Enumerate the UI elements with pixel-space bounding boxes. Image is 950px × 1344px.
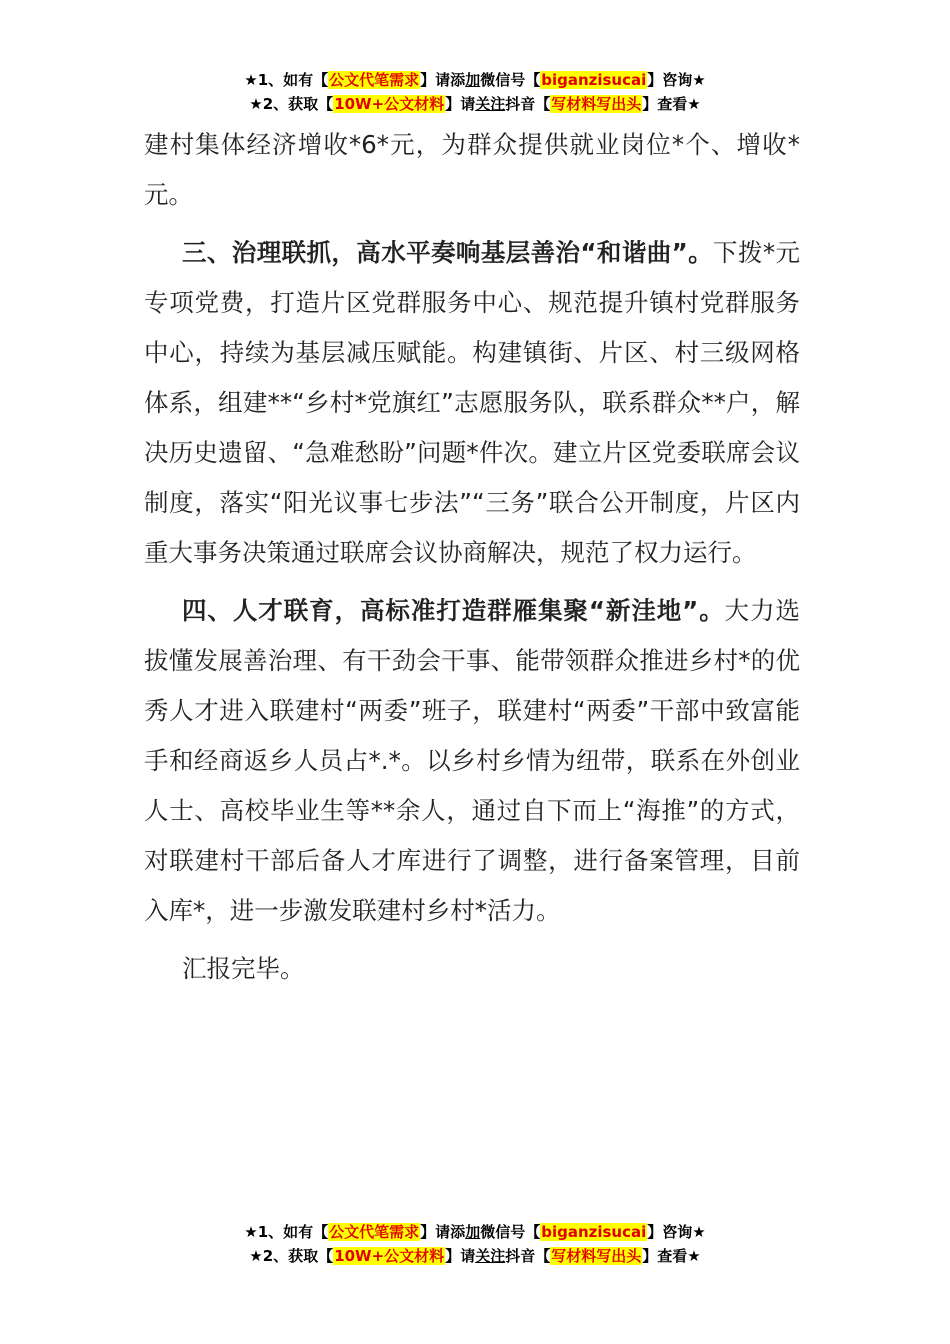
paragraph-governance xyxy=(144,228,800,578)
section-heading-3: 三、治理联抓，高水平奏响基层善治“和谐曲”。 xyxy=(182,238,714,267)
highlight-douyin: 写材料写出头 xyxy=(551,95,642,113)
section-body-3: 下拨*元专项党费，打造片区党群服务中心、规范提升镇村党群服务中心，持续为基层减压赋能。构建镇街、片区、村三级网格体系，组建**“乡村*党旗红”志愿服务队，联系群众**户，解决历史遗留、“急难愁盼”问题*件次。建立片区党委联席会议制度，落实“阳光议事七步法”“三务”联合公开制度，片区内重大事务决策通过联席会议协商解决，规范了权力运行。 xyxy=(144,238,801,567)
banner-text: 】咨询★ xyxy=(647,71,706,89)
banner-text: ★1、如有【 xyxy=(244,1223,329,1241)
section-body-4: 大力选拔懂发展善治理、有干劲会干事、能带领群众推进乡村*的优秀人才进入联建村“两委”班子，联建村“两委”干部中致富能手和经商返乡人员占*.*。以乡村乡情为纽带，联系在外创业人士、高校毕业生等**余人，通过自下而上“海推”的方式，对联建村干部后备人才库进行了调整，进行备案管理，目前入库*，进一步激发联建村乡村*活力。 xyxy=(144,596,801,925)
banner-text: 】请添 xyxy=(420,1223,466,1241)
banner-line-2 xyxy=(0,1244,950,1268)
paragraph-continuation: 建村集体经济增收*6*元，为群众提供就业岗位*个、增收*元。 xyxy=(144,130,800,209)
banner-text: 】查看★ xyxy=(642,1247,701,1265)
highlight-wechat-id: biganzisucai xyxy=(541,71,647,89)
banner-text: 】请 xyxy=(445,1247,476,1265)
banner-underline-text: 加 xyxy=(465,1223,481,1241)
banner-text: 微信号【 xyxy=(480,71,541,89)
banner-text: 】请 xyxy=(445,95,476,113)
banner-text: 微信号【 xyxy=(480,1223,541,1241)
banner-line-1 xyxy=(0,68,950,92)
banner-text: 抖音【 xyxy=(505,1247,551,1265)
banner-underline-text: 关注 xyxy=(475,1247,506,1265)
banner-text: ★2、获取【 xyxy=(249,1247,334,1265)
banner-line-1 xyxy=(0,1220,950,1244)
banner-line-2 xyxy=(0,92,950,116)
highlight-wechat-id: biganzisucai xyxy=(541,1223,647,1241)
highlight-douyin: 写材料写出头 xyxy=(551,1247,642,1265)
paragraph-talent xyxy=(144,586,800,936)
header-banner xyxy=(0,68,950,116)
highlight-materials: 10W+公文材料 xyxy=(334,95,445,113)
paragraph-closing: 汇报完毕。 xyxy=(182,954,305,983)
banner-text: 】咨询★ xyxy=(647,1223,706,1241)
banner-text: 】查看★ xyxy=(642,95,701,113)
section-heading-4: 四、人才联育，高标准打造群雁集聚“新洼地”。 xyxy=(182,596,725,625)
highlight-service: 公文代笔需求 xyxy=(329,1223,420,1241)
document-body xyxy=(144,120,800,994)
banner-text: ★2、获取【 xyxy=(249,95,334,113)
banner-text: 抖音【 xyxy=(505,95,551,113)
footer-banner xyxy=(0,1220,950,1268)
banner-underline-text: 关注 xyxy=(475,95,506,113)
highlight-materials: 10W+公文材料 xyxy=(334,1247,445,1265)
banner-underline-text: 加 xyxy=(465,71,481,89)
banner-text: ★1、如有【 xyxy=(244,71,329,89)
highlight-service: 公文代笔需求 xyxy=(329,71,420,89)
banner-text: 】请添 xyxy=(420,71,466,89)
